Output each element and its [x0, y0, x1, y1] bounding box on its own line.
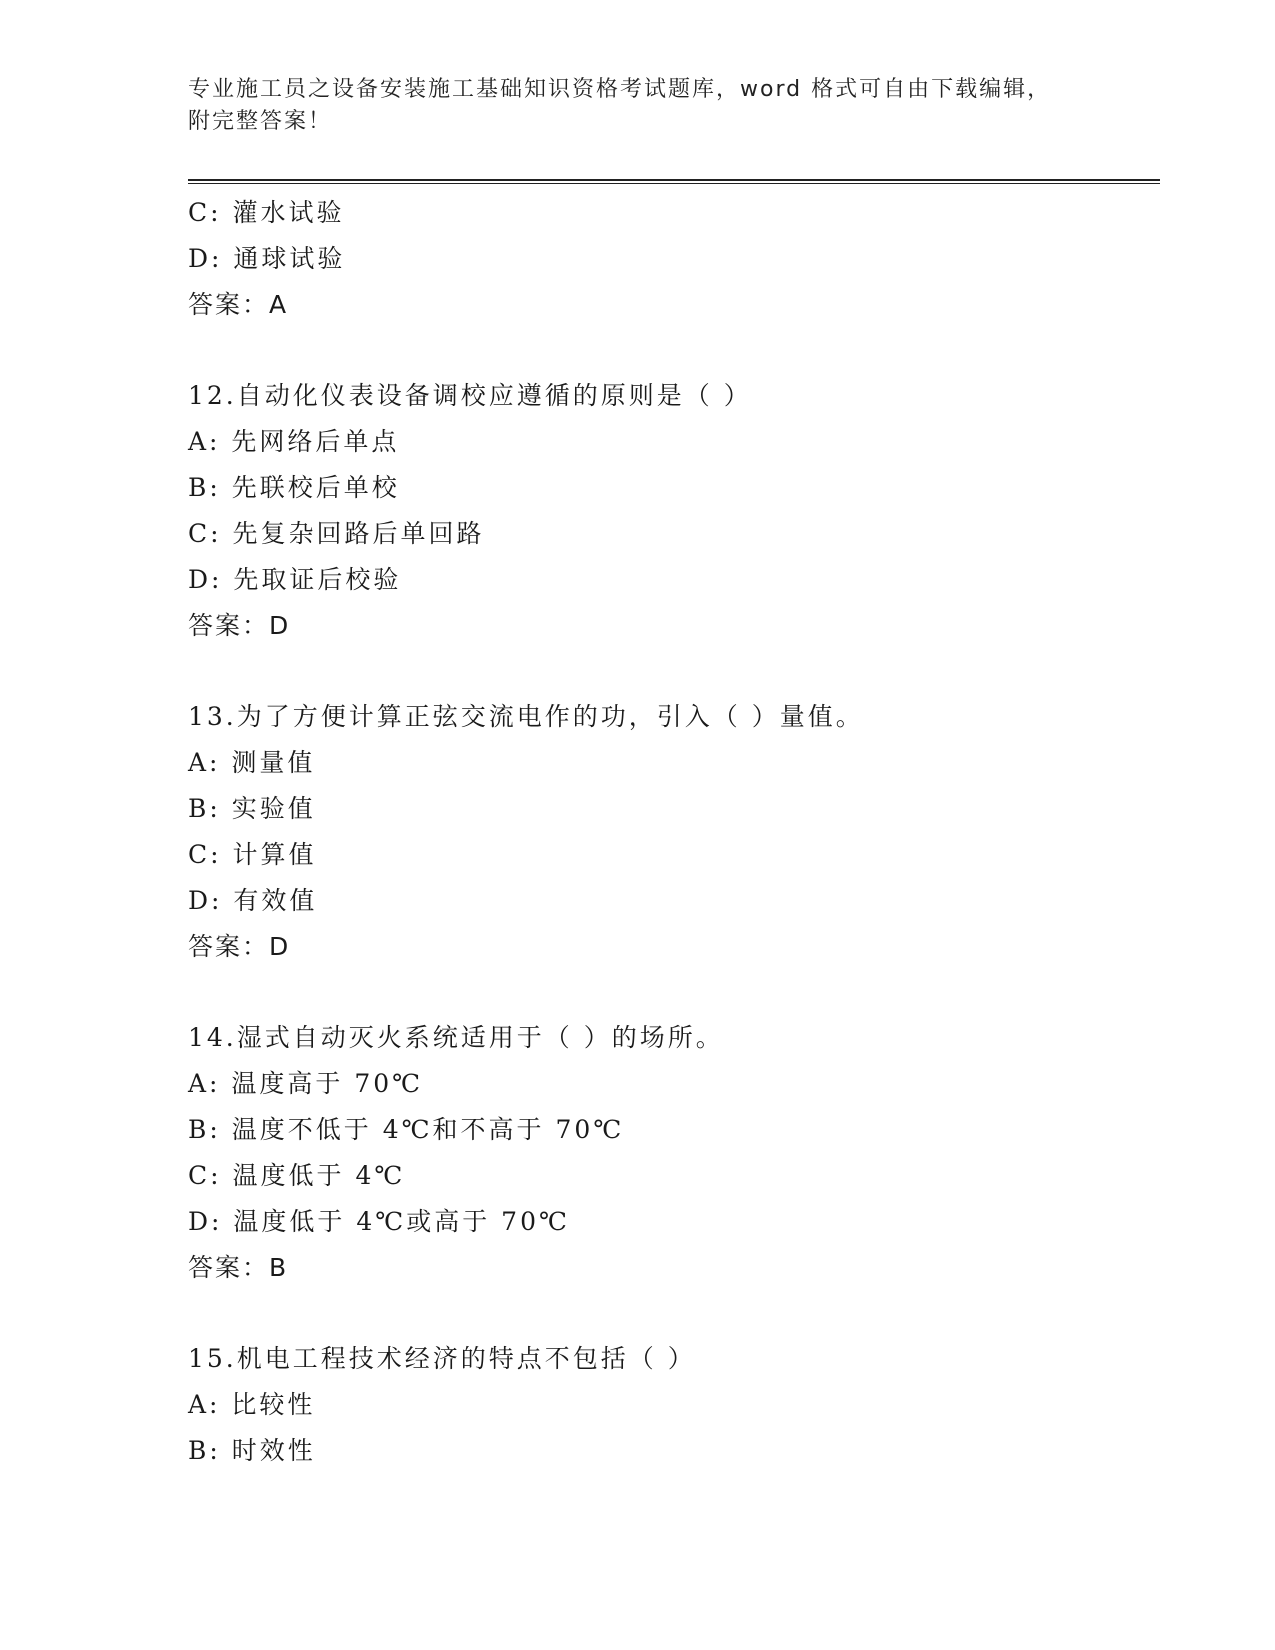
question-13 — [188, 694, 1160, 970]
question-11-tail — [188, 190, 1160, 328]
option-c: C: 计算值 — [188, 840, 317, 869]
question-15 — [188, 1336, 1160, 1474]
answer: 答案：B — [188, 1253, 289, 1282]
answer: 答案：D — [188, 932, 291, 961]
option-d: D: 先取证后校验 — [188, 565, 402, 594]
option-c: C: 温度低于 4℃ — [188, 1161, 406, 1190]
answer: 答案：D — [188, 611, 291, 640]
question-14 — [188, 1015, 1160, 1291]
option-b: B: 先联校后单校 — [188, 473, 400, 502]
option-d: D: 温度低于 4℃或高于 70℃ — [188, 1207, 570, 1236]
option-c: C: 灌水试验 — [188, 198, 345, 227]
header-line-2: 附完整答案！ — [188, 109, 333, 134]
document-header — [188, 74, 1108, 138]
question-stem: 14.湿式自动灭火系统适用于（ ）的场所。 — [188, 1023, 724, 1052]
option-a: A: 先网络后单点 — [188, 427, 400, 456]
header-rule-thick — [188, 179, 1160, 181]
option-b: B: 时效性 — [188, 1436, 316, 1465]
option-d: D: 有效值 — [188, 886, 318, 915]
option-d: D: 通球试验 — [188, 244, 346, 273]
option-b: B: 实验值 — [188, 794, 316, 823]
option-a: A: 比较性 — [188, 1390, 316, 1419]
option-a: A: 温度高于 70℃ — [188, 1069, 424, 1098]
option-c: C: 先复杂回路后单回路 — [188, 519, 485, 548]
question-stem: 12.自动化仪表设备调校应遵循的原则是（ ） — [188, 381, 752, 410]
question-list — [188, 190, 1160, 1474]
option-a: A: 测量值 — [188, 748, 316, 777]
answer: 答案：A — [188, 290, 289, 319]
header-rule-thin — [188, 183, 1160, 184]
question-stem: 13.为了方便计算正弦交流电作的功，引入（ ）量值。 — [188, 702, 864, 731]
header-line-1: 专业施工员之设备安装施工基础知识资格考试题库，word 格式可自由下载编辑， — [188, 77, 1052, 102]
question-stem: 15.机电工程技术经济的特点不包括（ ） — [188, 1344, 696, 1373]
question-12 — [188, 373, 1160, 649]
option-b: B: 温度不低于 4℃和不高于 70℃ — [188, 1115, 625, 1144]
